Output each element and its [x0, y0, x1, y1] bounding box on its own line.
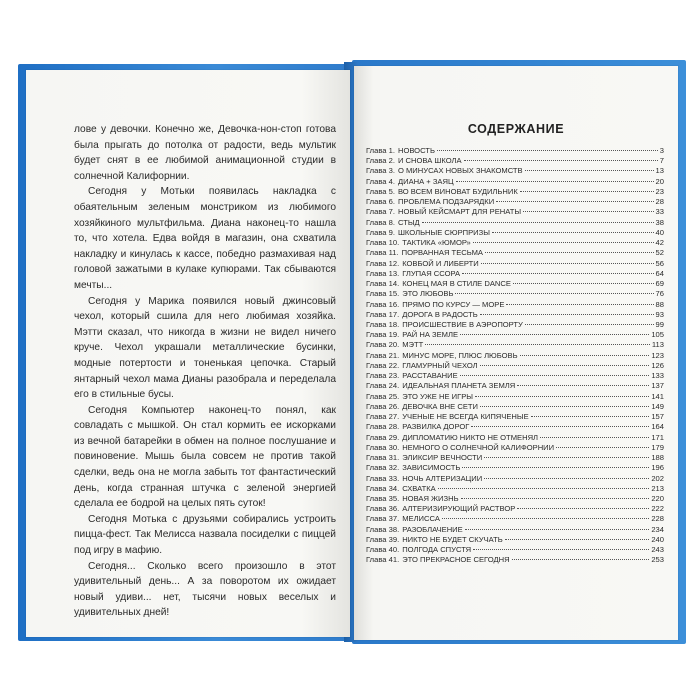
toc-dot-leader: [492, 232, 654, 233]
toc-dot-leader: [465, 529, 650, 530]
toc-row: [366, 433, 664, 443]
toc-chapter-title: ПОЛГОДА СПУСТЯ: [402, 545, 472, 555]
toc-page-number: 76: [655, 289, 664, 299]
toc-chapter-title: МИНУС МОРЕ, ПЛЮС ЛЮБОВЬ: [402, 350, 518, 360]
toc-dot-leader: [517, 385, 649, 386]
toc-chapter-number: Глава 28.: [366, 422, 400, 432]
toc-page-number: 253: [651, 555, 664, 565]
toc-chapter-number: Глава 39.: [366, 534, 400, 544]
toc-row: [366, 443, 664, 453]
toc-page-number: 188: [651, 453, 664, 463]
toc-dot-leader: [481, 263, 654, 264]
toc-chapter-number: Глава 7.: [366, 207, 395, 217]
toc-dot-leader: [523, 211, 653, 212]
toc-chapter-title: НИКТО НЕ БУДЕТ СКУЧАТЬ: [402, 534, 503, 544]
toc-page-number: 196: [651, 463, 664, 473]
toc-row: [366, 310, 664, 320]
toc-chapter-number: Глава 22.: [366, 360, 400, 370]
toc-row: [366, 248, 664, 258]
toc-chapter-title: ДОРОГА В РАДОСТЬ: [402, 309, 478, 319]
toc-page-number: 213: [651, 483, 664, 493]
toc-row: [366, 484, 664, 494]
toc-chapter-number: Глава 6.: [366, 197, 395, 207]
toc-title: СОДЕРЖАНИЕ: [467, 122, 565, 136]
toc-chapter-number: Глава 26.: [366, 401, 400, 411]
toc-chapter-number: Глава 25.: [366, 391, 400, 401]
toc-dot-leader: [556, 447, 649, 448]
paragraph: Сегодня у Мотьки появилась накладка с обаятельным зеленым монстриком из любимого хозяйкиного мультфильма. Диана наконец-то нашла то, что хотела. Едва войдя в магазин, она схватила накладку и кинулась к кассе, победно размахивая над головой зажатыми в кулаке купюрами. Так сбываются мечты...: [74, 186, 336, 291]
toc-chapter-number: Глава 29.: [366, 432, 400, 442]
toc-row: [366, 525, 664, 535]
toc-dot-leader: [455, 293, 653, 294]
toc-dot-leader: [460, 334, 649, 335]
toc-chapter-title: ИДЕАЛЬНАЯ ПЛАНЕТА ЗЕМЛЯ: [402, 381, 516, 391]
toc-chapter-title: КОВБОЙ И ЛИБЕРТИ: [402, 258, 479, 268]
toc-row: [366, 361, 664, 371]
toc-page-number: 93: [655, 309, 664, 319]
toc-row: [366, 238, 664, 248]
toc-chapter-title: ГЛАМУРНЫЙ ЧЕХОЛ: [402, 360, 478, 370]
toc-dot-leader: [480, 365, 650, 366]
toc-page-number: 69: [655, 279, 664, 289]
toc-dot-leader: [460, 375, 650, 376]
toc-chapter-title: РАССТАВАНИЕ: [402, 371, 458, 381]
toc-row: [366, 218, 664, 228]
table-of-contents: [366, 146, 664, 566]
toc-chapter-number: Глава 13.: [366, 268, 400, 278]
toc-page-number: 3: [659, 146, 664, 155]
toc-page-number: 243: [651, 545, 664, 555]
toc-chapter-title: ПРОБЛЕМА ПОДЗАРЯДКИ: [397, 197, 495, 207]
toc-dot-leader: [513, 283, 654, 284]
paragraph: Сегодня у Марика появился новый джинсовый чехол, который сшила для него любимая хозяйка. Мэтти сказал, что никогда в жизни не видел ничего круче. Чехол украшали металлические бусинки, модные потертости и тоненькая цепочка. Старый янтарный чехол мама Дианы разобрала и переделала его в стильные бусы.: [74, 295, 336, 401]
toc-chapter-title: СХВАТКА: [402, 483, 436, 493]
toc-page-number: 40: [655, 227, 664, 237]
toc-row: [366, 545, 664, 555]
toc-page-number: 133: [651, 371, 664, 381]
paragraph: Сегодня Мотька с друзьями собирались устроить пицца-фест. Так Мелисса назвала посиделки с пиццей под игру в мафию.: [74, 513, 336, 557]
toc-page-number: 23: [655, 186, 664, 196]
toc-page-number: 38: [655, 217, 664, 227]
toc-chapter-title: ДИПЛОМАТИЮ НИКТО НЕ ОТМЕНЯЛ: [402, 432, 539, 442]
toc-row: [366, 514, 664, 524]
toc-dot-leader: [525, 324, 654, 325]
toc-chapter-number: Глава 24.: [366, 381, 400, 391]
toc-row: [366, 504, 664, 514]
toc-dot-leader: [520, 355, 650, 356]
toc-row: [366, 320, 664, 330]
toc-page-number: 137: [651, 381, 664, 391]
toc-dot-leader: [425, 344, 650, 345]
toc-page-number: 171: [651, 432, 664, 442]
toc-page-number: 20: [655, 176, 664, 186]
toc-page-number: 88: [655, 299, 664, 309]
toc-page-number: 28: [655, 197, 664, 207]
toc-chapter-number: Глава 34.: [366, 483, 400, 493]
toc-chapter-title: СТЫД: [397, 217, 420, 227]
toc-chapter-title: НЕМНОГО О СОЛНЕЧНОЙ КАЛИФОРНИИ: [402, 442, 555, 452]
toc-chapter-number: Глава 33.: [366, 473, 400, 483]
toc-dot-leader: [480, 314, 654, 315]
toc-chapter-title: ПРОИСШЕСТВИЕ В АЭРОПОРТУ: [402, 319, 523, 329]
toc-chapter-number: Глава 8.: [366, 217, 395, 227]
toc-chapter-title: ВО ВСЕМ ВИНОВАТ БУДИЛЬНИК: [397, 186, 518, 196]
toc-dot-leader: [496, 201, 653, 202]
toc-page-number: 52: [655, 248, 664, 258]
toc-chapter-title: МЭТТ: [402, 340, 424, 350]
toc-page-number: 99: [655, 319, 664, 329]
toc-page-number: 56: [655, 258, 664, 268]
toc-chapter-title: ТАКТИКА «ЮМОР»: [402, 238, 471, 248]
toc-row: [366, 330, 664, 340]
toc-chapter-number: Глава 38.: [366, 524, 400, 534]
toc-page-number: 228: [651, 514, 664, 524]
toc-page-number: 202: [651, 473, 664, 483]
toc-row: [366, 156, 664, 166]
toc-row: [366, 197, 664, 207]
toc-dot-leader: [517, 508, 649, 509]
toc-chapter-number: Глава 1.: [366, 146, 395, 155]
toc-page-number: 42: [655, 238, 664, 248]
toc-chapter-title: РАЗОБЛАЧЕНИЕ: [402, 524, 463, 534]
toc-chapter-title: ЭТО УЖЕ НЕ ИГРЫ: [402, 391, 473, 401]
toc-dot-leader: [422, 222, 654, 223]
toc-chapter-number: Глава 32.: [366, 463, 400, 473]
toc-page-number: 141: [651, 391, 664, 401]
toc-page-number: 157: [651, 412, 664, 422]
toc-row: [366, 146, 664, 156]
toc-row: [366, 402, 664, 412]
toc-dot-leader: [461, 498, 650, 499]
toc-chapter-title: ЭЛИКСИР ВЕЧНОСТИ: [402, 453, 483, 463]
toc-chapter-number: Глава 31.: [366, 453, 400, 463]
toc-page-number: 126: [651, 360, 664, 370]
paragraph: лове у девочки. Конечно же, Девочка-нон-стоп готова была прыгать до потолка от радости, ведь мультик будет снят в ее любимой анимационной студии в солнечной Калифорнии.: [74, 124, 336, 182]
toc-row: [366, 187, 664, 197]
toc-dot-leader: [437, 150, 658, 151]
toc-chapter-title: ШКОЛЬНЫЕ СЮРПРИЗЫ: [397, 227, 490, 237]
toc-row: [366, 207, 664, 217]
toc-dot-leader: [464, 160, 658, 161]
toc-dot-leader: [442, 518, 649, 519]
toc-page-number: 234: [651, 524, 664, 534]
toc-dot-leader: [438, 488, 650, 489]
toc-chapter-number: Глава 2.: [366, 156, 395, 166]
toc-chapter-title: РАЙ НА ЗЕМЛЕ: [402, 330, 459, 340]
toc-chapter-title: ПОРВАННАЯ ТЕСЬМА: [401, 248, 483, 258]
toc-page-number: 123: [651, 350, 664, 360]
toc-row: [366, 463, 664, 473]
toc-chapter-number: Глава 18.: [366, 319, 400, 329]
toc-chapter-title: ДИАНА + ЗАЯЦ: [397, 176, 454, 186]
toc-chapter-title: О МИНУСАХ НОВЫХ ЗНАКОМСТВ: [397, 166, 523, 176]
toc-chapter-number: Глава 21.: [366, 350, 400, 360]
toc-dot-leader: [484, 478, 649, 479]
toc-page-number: 7: [659, 156, 664, 166]
toc-row: [366, 351, 664, 361]
toc-chapter-number: Глава 27.: [366, 412, 400, 422]
toc-chapter-number: Глава 17.: [366, 309, 400, 319]
toc-page-number: 33: [655, 207, 664, 217]
toc-row: [366, 474, 664, 484]
toc-chapter-number: Глава 9.: [366, 227, 395, 237]
toc-row: [366, 166, 664, 176]
toc-chapter-number: Глава 20.: [366, 340, 400, 350]
toc-page-number: 222: [651, 504, 664, 514]
toc-page-number: 240: [651, 534, 664, 544]
toc-row: [366, 259, 664, 269]
toc-dot-leader: [462, 467, 649, 468]
toc-chapter-title: НОЧЬ АЛТЕРИЗАЦИИ: [402, 473, 483, 483]
toc-page-number: 113: [651, 340, 664, 350]
toc-row: [366, 279, 664, 289]
toc-chapter-title: МЕЛИССА: [402, 514, 440, 524]
toc-page-number: 164: [651, 422, 664, 432]
toc-row: [366, 381, 664, 391]
toc-chapter-number: Глава 11.: [366, 248, 399, 258]
toc-chapter-title: ДЕВОЧКА ВНЕ СЕТИ: [402, 401, 478, 411]
toc-chapter-title: КОНЕЦ МАЯ В СТИЛЕ DANCE: [402, 279, 511, 289]
toc-chapter-title: ЗАВИСИМОСТЬ: [402, 463, 461, 473]
toc-chapter-number: Глава 14.: [366, 279, 400, 289]
toc-chapter-title: ЭТО ПРЕКРАСНОЕ СЕГОДНЯ: [402, 555, 510, 565]
toc-row: [366, 392, 664, 402]
toc-chapter-title: НОВЫЙ КЕЙСМАРТ ДЛЯ РЕНАТЫ: [397, 207, 522, 217]
toc-dot-leader: [480, 406, 649, 407]
toc-dot-leader: [484, 457, 649, 458]
toc-chapter-title: УЧЕНЫЕ НЕ ВСЕГДА КИПЯЧЕНЫЕ: [402, 412, 529, 422]
toc-dot-leader: [540, 437, 649, 438]
toc-row: [366, 340, 664, 350]
toc-chapter-number: Глава 36.: [366, 504, 400, 514]
toc-page-number: 149: [651, 401, 664, 411]
toc-row: [366, 177, 664, 187]
toc-page-number: 105: [651, 330, 664, 340]
toc-row: [366, 228, 664, 238]
toc-chapter-title: АЛТЕРИЗИРУЮЩИЙ РАСТВОР: [402, 504, 516, 514]
toc-row: [366, 269, 664, 279]
toc-chapter-number: Глава 19.: [366, 330, 400, 340]
toc-chapter-title: И СНОВА ШКОЛА: [397, 156, 462, 166]
toc-chapter-title: ГЛУПАЯ ССОРА: [402, 268, 461, 278]
toc-dot-leader: [471, 426, 649, 427]
toc-row: [366, 422, 664, 432]
toc-row: [366, 453, 664, 463]
toc-chapter-title: ЭТО ЛЮБОВЬ: [402, 289, 454, 299]
left-page-text: [74, 122, 336, 621]
toc-chapter-number: Глава 12.: [366, 258, 400, 268]
toc-chapter-number: Глава 3.: [366, 166, 395, 176]
toc-dot-leader: [456, 181, 654, 182]
toc-row: [366, 535, 664, 545]
toc-dot-leader: [475, 396, 649, 397]
toc-chapter-number: Глава 40.: [366, 545, 400, 555]
toc-row: [366, 494, 664, 504]
toc-row: [366, 555, 664, 565]
toc-row: [366, 412, 664, 422]
toc-chapter-title: НОВАЯ ЖИЗНЬ: [402, 493, 459, 503]
toc-chapter-title: НОВОСТЬ: [397, 146, 435, 155]
toc-dot-leader: [525, 170, 654, 171]
toc-page-number: 179: [651, 442, 664, 452]
toc-chapter-number: Глава 23.: [366, 371, 400, 381]
paragraph: Сегодня... Сколько всего произошло в этот удивительный день... А за поворотом их ожидает новый удиви... нет, тысячи новых веселых и удивительных дней!: [74, 560, 336, 619]
toc-dot-leader: [473, 549, 649, 550]
toc-chapter-title: РАЗВИЛКА ДОРОГ: [402, 422, 470, 432]
toc-page-number: 64: [655, 268, 664, 278]
toc-row: [366, 300, 664, 310]
toc-chapter-number: Глава 30.: [366, 442, 400, 452]
toc-dot-leader: [485, 252, 654, 253]
toc-dot-leader: [473, 242, 654, 243]
toc-row: [366, 371, 664, 381]
toc-dot-leader: [506, 304, 653, 305]
toc-dot-leader: [462, 273, 653, 274]
toc-dot-leader: [505, 539, 650, 540]
toc-chapter-number: Глава 37.: [366, 514, 400, 524]
toc-page-number: 220: [651, 493, 664, 503]
toc-dot-leader: [531, 416, 650, 417]
toc-chapter-number: Глава 4.: [366, 176, 395, 186]
toc-dot-leader: [512, 559, 650, 560]
toc-chapter-number: Глава 10.: [366, 238, 400, 248]
toc-row: [366, 289, 664, 299]
toc-dot-leader: [520, 191, 654, 192]
toc-chapter-number: Глава 15.: [366, 289, 400, 299]
toc-chapter-number: Глава 35.: [366, 493, 400, 503]
paragraph: Сегодня Компьютер наконец-то понял, как совладать с мышкой. Он стал кормить ее искорками из вечной батарейки в обмен на полное послушание и повиновение. Мышь была совсем не против такой сделки, ведь она не могла забыть тот фантастический день, когда странная штучка с зеленой энергией сделала ее бодрой на целых пять суток!: [74, 404, 336, 510]
toc-chapter-number: Глава 16.: [366, 299, 400, 309]
toc-page-number: 13: [655, 166, 664, 176]
toc-chapter-number: Глава 5.: [366, 186, 395, 196]
toc-chapter-number: Глава 41.: [366, 555, 400, 565]
toc-chapter-title: ПРЯМО ПО КУРСУ — МОРЕ: [402, 299, 505, 309]
